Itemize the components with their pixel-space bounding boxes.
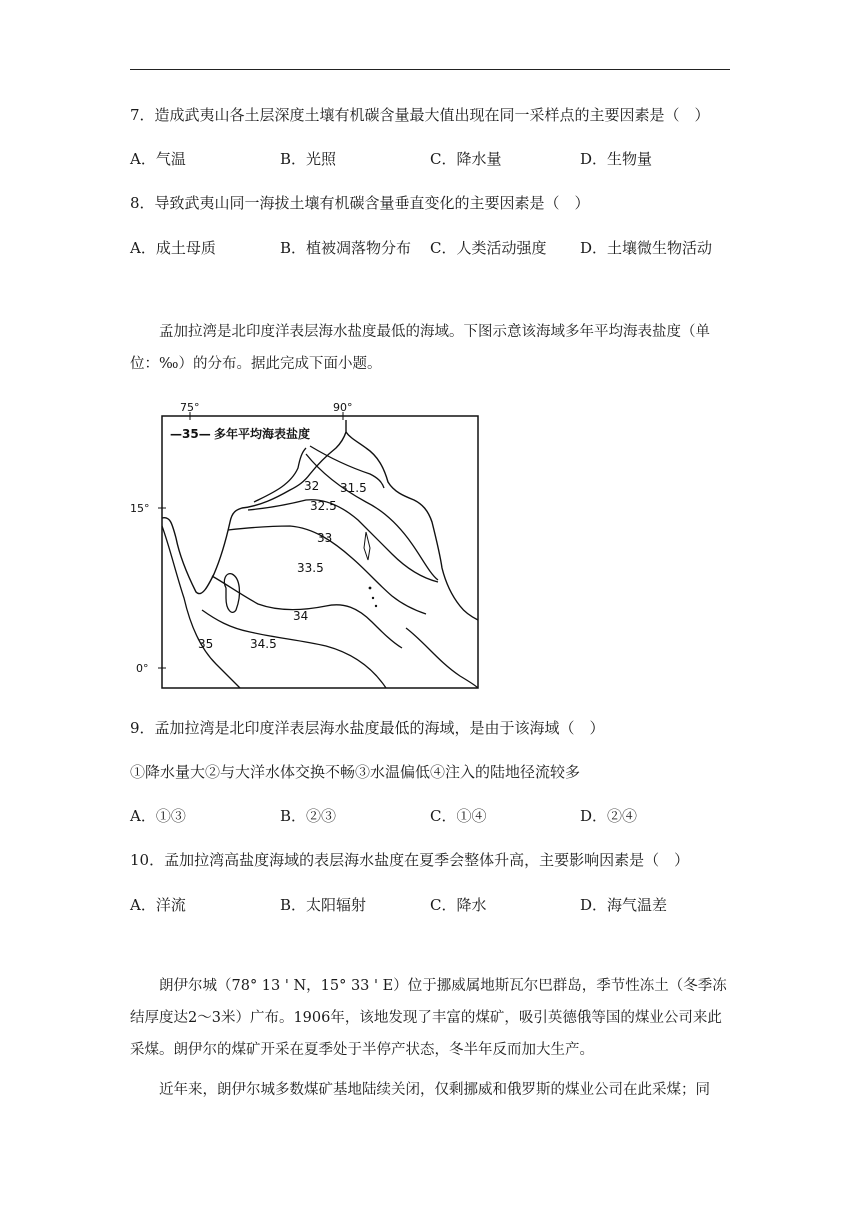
longyear-paragraph-1: 朗伊尔城（78° 13 ' N，15° 33 ' E）位于挪威属地斯瓦尔巴群岛，季节性冻土（冬季冻结厚度达2～3米）广布。1906年，该地发现了丰富的煤矿，吸引英德俄等国的煤业公司来此采煤。朗伊尔的煤矿开采在夏季处于半停产状态，冬半年反而加大生产。 [130,978,727,1058]
andaman-island [369,587,372,590]
sri-lanka-outline [224,574,239,613]
q8-option-d[interactable]: D．土壤微生物活动 [580,239,713,257]
lon-label-75: 75° [180,401,200,414]
header-rule [130,69,730,70]
lat-label-0: 0° [136,662,149,675]
q8-option-a[interactable]: A．成土母质 [130,239,216,257]
q10-option-a[interactable]: A．洋流 [130,896,186,914]
andaman-island [372,597,374,599]
q10-stem: 10．孟加拉湾高盐度海域的表层海水盐度在夏季会整体升高，主要影响因素是（ ） [130,851,690,869]
q9-option-c[interactable]: C．①④ [430,807,487,825]
q10-option-b[interactable]: B．太阳辐射 [280,896,367,914]
legend-symbol: —35— [170,427,211,441]
bengal-intro-text: 孟加拉湾是北印度洋表层海水盐度最低的海域。下图示意该海域多年平均海表盐度（单位：‰）的分布。据此完成下面小题。 [130,324,710,372]
contour-label-35: 35 [198,637,214,651]
q7-stem: 7．造成武夷山各土层深度土壤有机碳含量最大值出现在同一采样点的主要因素是（ ） [130,106,710,124]
east-coastline [346,432,478,620]
q7-option-a[interactable]: A．气温 [130,150,186,168]
q9-option-d[interactable]: D．②④ [580,807,638,825]
q9-stem: 9．孟加拉湾是北印度洋表层海水盐度最低的海域，是由于该海域（ ） [130,719,605,737]
bengal-intro [130,316,730,380]
contour-label-34-5: 34.5 [250,637,277,651]
contour-35 [162,526,240,688]
q10-option-c[interactable]: C．降水 [430,896,487,914]
contour-label-34: 34 [293,609,309,623]
contour-label-33: 33 [317,531,333,545]
q8-stem: 8．导致武夷山同一海拔土壤有机碳含量垂直变化的主要因素是（ ） [130,194,590,212]
contour-label-31-5: 31.5 [340,481,367,495]
q9-statements: ①降水量大②与大洋水体交换不畅③水温偏低④注入的陆地径流较多 [130,763,581,781]
longyear-intro [130,970,730,1106]
q10-option-d[interactable]: D．海气温差 [580,896,668,914]
andaman-island [375,605,377,607]
q8-option-b[interactable]: B．植被凋落物分布 [280,239,412,257]
sumatra-coastline [406,628,478,688]
q9-option-a[interactable]: A．①③ [130,807,186,825]
contour-32 [254,448,306,502]
q7-option-b[interactable]: B．光照 [280,150,337,168]
contour-label-33-5: 33.5 [297,561,324,575]
contour-label-32-5: 32.5 [310,499,337,513]
q7-option-c[interactable]: C．降水量 [430,150,502,168]
lon-label-90: 90° [333,401,353,414]
contour-32-5-outer [306,454,438,580]
contour-label-32: 32 [304,479,320,493]
salinity-map [130,398,510,694]
legend-text: 多年平均海表盐度 [214,427,311,441]
lat-label-15: 15° [130,502,150,515]
q7-option-d[interactable]: D．生物量 [580,150,653,168]
q9-option-b[interactable]: B．②③ [280,807,337,825]
longyear-paragraph-2: 近年来，朗伊尔城多数煤矿基地陆续关闭，仅剩挪威和俄罗斯的煤业公司在此采煤；同 [159,1082,710,1098]
q8-option-c[interactable]: C．人类活动强度 [430,239,547,257]
andaman-island-main [364,532,370,560]
